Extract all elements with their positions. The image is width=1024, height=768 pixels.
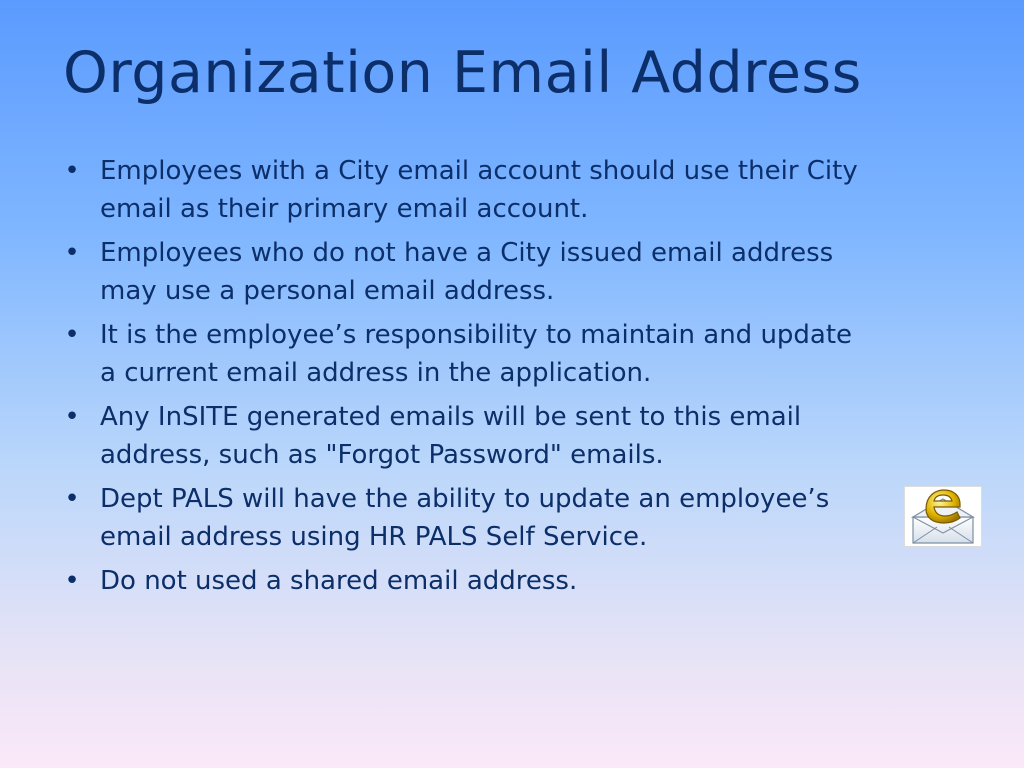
bullet-text: Do not used a shared email address. xyxy=(100,566,578,596)
bullet-item-generated-emails xyxy=(62,398,862,474)
email-envelope-icon xyxy=(904,486,982,547)
bullet-text: Employees with a City email account should use their City email as their primary email account. xyxy=(100,156,858,224)
bullet-dot: • xyxy=(64,566,80,596)
bullet-text: Employees who do not have a City issued email address may use a personal email address. xyxy=(100,238,834,306)
bullet-item-primary-account xyxy=(62,152,862,228)
bullet-text: It is the employee’s responsibility to maintain and update a current email address in the application. xyxy=(100,320,853,388)
bullet-item-shared-address xyxy=(62,562,862,600)
bullet-text: Any InSITE generated emails will be sent to this email address, such as "Forgot Password" emails. xyxy=(100,402,802,470)
bullet-text: Dept PALS will have the ability to update an employee’s email address using HR PALS Self Service. xyxy=(100,484,830,552)
bullet-dot: • xyxy=(64,238,80,268)
bullet-dot: • xyxy=(64,484,80,514)
bullet-dot: • xyxy=(64,320,80,350)
bullet-dot: • xyxy=(64,402,80,432)
slide-title: Organization Email Address xyxy=(63,40,862,106)
bullet-dot: • xyxy=(64,156,80,186)
bullet-item-dept-pals xyxy=(62,480,862,556)
bullet-item-personal-email xyxy=(62,234,862,310)
bullet-item-responsibility xyxy=(62,316,862,392)
email-envelope-graphic xyxy=(905,487,981,546)
bullet-list xyxy=(62,152,862,606)
